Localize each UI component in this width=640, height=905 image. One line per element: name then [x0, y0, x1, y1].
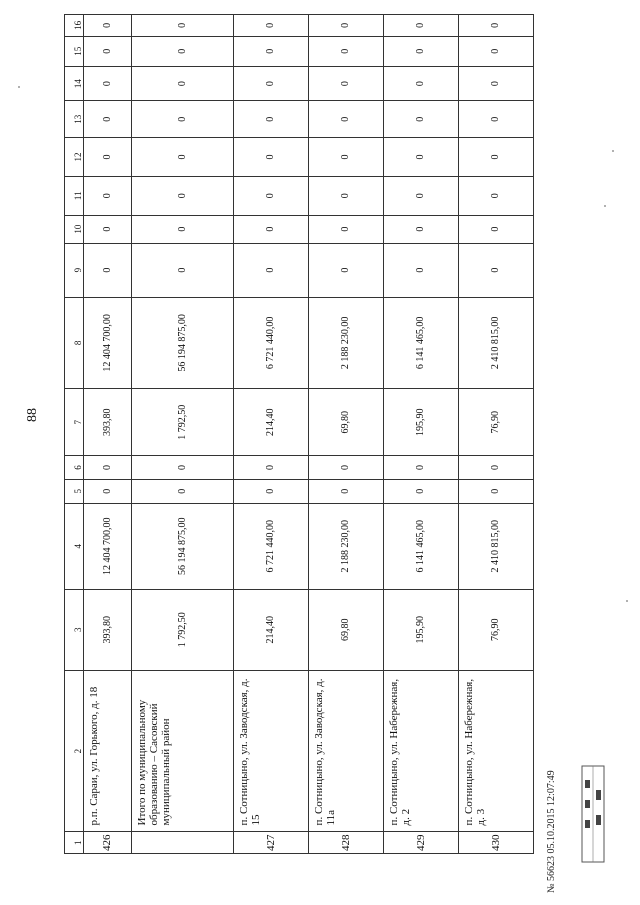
- value-cell: 0: [383, 243, 458, 297]
- value-cell: 195,90: [383, 589, 458, 670]
- value-cell: 0: [308, 36, 383, 66]
- value-cell: 0: [84, 66, 132, 101]
- value-cell: 0: [383, 15, 458, 37]
- value-cell: 69,80: [308, 589, 383, 670]
- table-row: [84, 15, 132, 854]
- value-cell: 0: [131, 176, 233, 215]
- value-cell: 2 188 230,00: [308, 503, 383, 589]
- value-cell: 393,80: [84, 589, 132, 670]
- col-header: 9: [65, 243, 84, 297]
- address-cell: р.п. Сараи, ул. Горького, д. 18: [84, 670, 132, 832]
- scan-speck: [604, 205, 606, 207]
- value-cell: 0: [383, 36, 458, 66]
- value-cell: 0: [233, 15, 308, 37]
- col-header: 15: [65, 36, 84, 66]
- value-cell: 0: [458, 456, 533, 480]
- value-cell: 0: [84, 456, 132, 480]
- value-cell: 0: [383, 176, 458, 215]
- col-header: 1: [65, 832, 84, 854]
- value-cell: 0: [458, 36, 533, 66]
- value-cell: 0: [233, 66, 308, 101]
- value-cell: 2 410 815,00: [458, 503, 533, 589]
- col-header: 13: [65, 101, 84, 138]
- value-cell: 0: [233, 479, 308, 503]
- col-header: 12: [65, 138, 84, 177]
- value-cell: 0: [84, 101, 132, 138]
- value-cell: 1 792,50: [131, 389, 233, 456]
- col-header: 8: [65, 297, 84, 389]
- value-cell: 0: [84, 15, 132, 37]
- table-body: [84, 15, 534, 854]
- value-cell: 214,40: [233, 589, 308, 670]
- value-cell: 2 410 815,00: [458, 297, 533, 389]
- row-number-cell: 430: [458, 832, 533, 854]
- value-cell: 0: [131, 36, 233, 66]
- value-cell: 6 721 440,00: [233, 297, 308, 389]
- value-cell: 69,80: [308, 389, 383, 456]
- address-cell: п. Сотницыно, ул. Набережная, д. 2: [383, 670, 458, 832]
- value-cell: 0: [308, 215, 383, 243]
- value-cell: 0: [458, 66, 533, 101]
- value-cell: 0: [383, 479, 458, 503]
- value-cell: 0: [131, 243, 233, 297]
- value-cell: 0: [233, 101, 308, 138]
- value-cell: 0: [233, 36, 308, 66]
- table-row: [308, 15, 383, 854]
- col-header: 16: [65, 15, 84, 37]
- rotated-table-sheet: [64, 14, 534, 854]
- value-cell: 0: [84, 138, 132, 177]
- page-number: 88: [25, 408, 40, 422]
- col-header: 5: [65, 479, 84, 503]
- value-cell: 0: [383, 215, 458, 243]
- row-number-cell: 428: [308, 832, 383, 854]
- value-cell: 0: [84, 479, 132, 503]
- col-header: 3: [65, 589, 84, 670]
- value-cell: 0: [458, 215, 533, 243]
- value-cell: 12 404 700,00: [84, 503, 132, 589]
- value-cell: 0: [458, 479, 533, 503]
- table-row: [233, 15, 308, 854]
- address-cell: п. Сотницыно, ул. Заводская, д. 11а: [308, 670, 383, 832]
- value-cell: 0: [383, 66, 458, 101]
- value-cell: 0: [308, 15, 383, 37]
- value-cell: 0: [458, 15, 533, 37]
- value-cell: 0: [233, 215, 308, 243]
- header-row: [65, 15, 84, 854]
- value-cell: 0: [233, 456, 308, 480]
- col-header: 10: [65, 215, 84, 243]
- value-cell: 0: [131, 15, 233, 37]
- address-cell: п. Сотницыно, ул. Набережная, д. 3: [458, 670, 533, 832]
- value-cell: 0: [308, 479, 383, 503]
- value-cell: 0: [383, 456, 458, 480]
- table-row: [458, 15, 533, 854]
- row-number-cell: [131, 832, 233, 854]
- value-cell: 0: [131, 66, 233, 101]
- value-cell: 0: [308, 456, 383, 480]
- value-cell: 0: [131, 138, 233, 177]
- scan-speck: [626, 600, 628, 602]
- value-cell: 0: [233, 138, 308, 177]
- value-cell: 76,90: [458, 589, 533, 670]
- value-cell: 195,90: [383, 389, 458, 456]
- row-number-cell: 426: [84, 832, 132, 854]
- address-cell: п. Сотницыно, ул. Заводская, д. 15: [233, 670, 308, 832]
- value-cell: 0: [308, 176, 383, 215]
- value-cell: 0: [131, 456, 233, 480]
- table-row: [383, 15, 458, 854]
- row-number-cell: 429: [383, 832, 458, 854]
- value-cell: 0: [84, 36, 132, 66]
- value-cell: 0: [84, 176, 132, 215]
- value-cell: 393,80: [84, 389, 132, 456]
- value-cell: 0: [308, 243, 383, 297]
- col-header: 7: [65, 389, 84, 456]
- value-cell: 1 792,50: [131, 589, 233, 670]
- value-cell: 0: [458, 176, 533, 215]
- value-cell: 0: [84, 243, 132, 297]
- row-number-cell: 427: [233, 832, 308, 854]
- value-cell: 0: [131, 101, 233, 138]
- value-cell: 0: [458, 243, 533, 297]
- housing-table: [64, 14, 534, 854]
- col-header: 2: [65, 670, 84, 832]
- stamp-icon: [578, 760, 610, 870]
- value-cell: 0: [131, 215, 233, 243]
- value-cell: 0: [84, 215, 132, 243]
- value-cell: 76,90: [458, 389, 533, 456]
- col-header: 4: [65, 503, 84, 589]
- value-cell: 0: [458, 101, 533, 138]
- table-row: [131, 15, 233, 854]
- value-cell: 214,40: [233, 389, 308, 456]
- col-header: 6: [65, 456, 84, 480]
- address-cell: Итого по муниципальному образованию – Сасовский муниципальный район: [131, 670, 233, 832]
- value-cell: 0: [233, 243, 308, 297]
- value-cell: 0: [383, 101, 458, 138]
- value-cell: 0: [383, 138, 458, 177]
- value-cell: 0: [308, 138, 383, 177]
- col-header: 11: [65, 176, 84, 215]
- value-cell: 12 404 700,00: [84, 297, 132, 389]
- scan-speck: [18, 86, 20, 88]
- value-cell: 0: [131, 479, 233, 503]
- value-cell: 2 188 230,00: [308, 297, 383, 389]
- value-cell: 6 141 465,00: [383, 503, 458, 589]
- value-cell: 56 194 875,00: [131, 297, 233, 389]
- document-footer: № 56623 05.10.2015 12:07:49: [546, 770, 557, 893]
- value-cell: 0: [308, 101, 383, 138]
- value-cell: 56 194 875,00: [131, 503, 233, 589]
- value-cell: 0: [308, 66, 383, 101]
- scan-speck: [612, 150, 614, 152]
- col-header: 14: [65, 66, 84, 101]
- value-cell: 6 141 465,00: [383, 297, 458, 389]
- value-cell: 0: [233, 176, 308, 215]
- value-cell: 0: [458, 138, 533, 177]
- value-cell: 6 721 440,00: [233, 503, 308, 589]
